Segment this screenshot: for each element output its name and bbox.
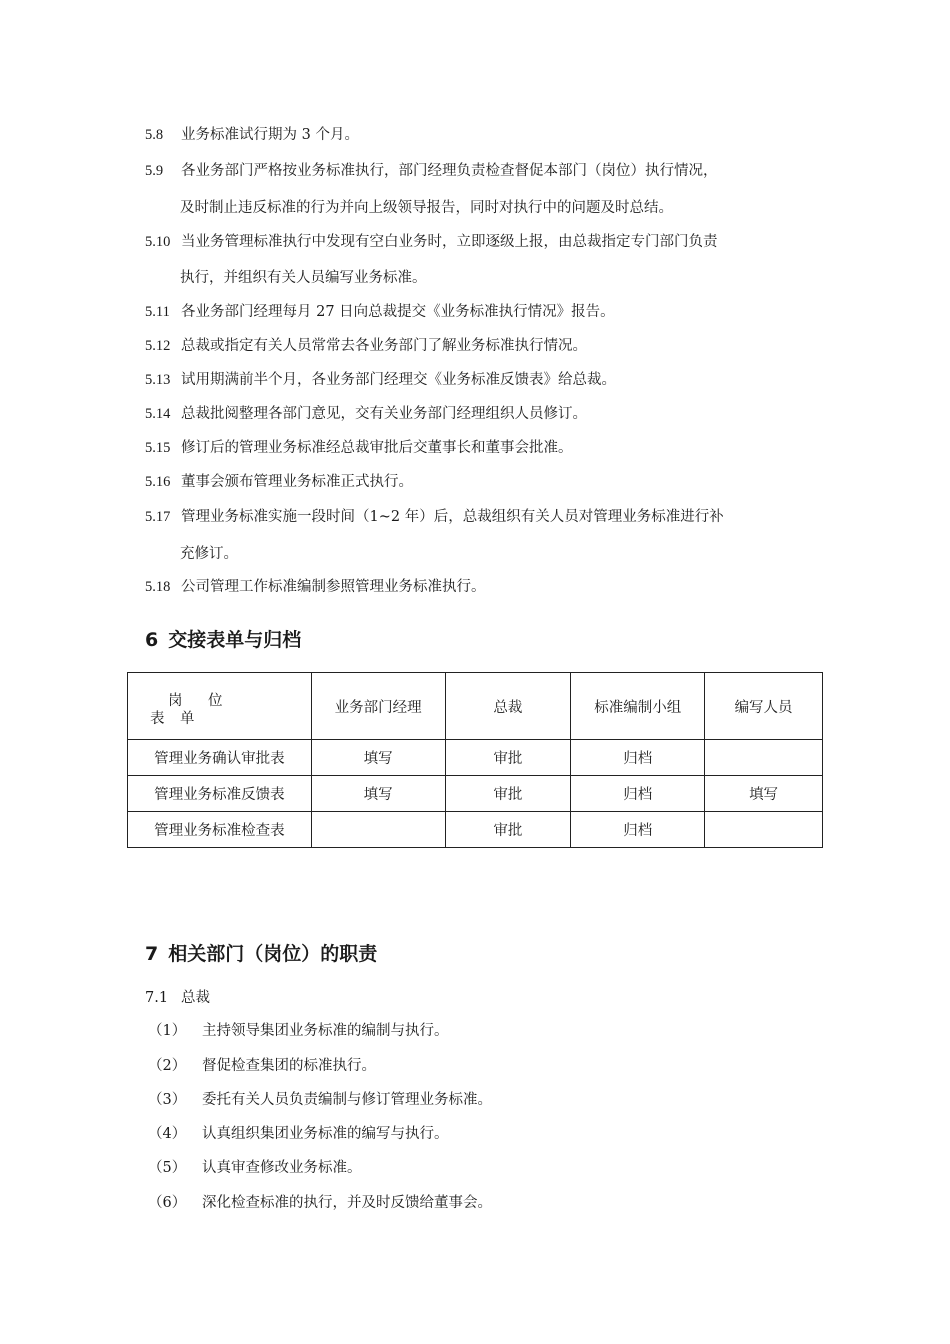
clause-text: 业务标准试行期为 3 个月。 xyxy=(181,127,359,143)
clause-text: 总裁或指定有关人员常常去各业务部门了解业务标准执行情况。 xyxy=(181,338,587,354)
column-header: 标准编制小组 xyxy=(571,673,705,740)
section-title: 交接表单与归档 xyxy=(168,629,302,651)
subsection-label: 总裁 xyxy=(181,990,210,1006)
clause-5-12 xyxy=(145,336,587,356)
corner-label-position-1: 岗 xyxy=(168,693,183,709)
clause-text: 总裁批阅整理各部门意见，交有关业务部门经理组织人员修订。 xyxy=(181,406,587,422)
duty-item xyxy=(148,1124,449,1144)
clause-5-11 xyxy=(145,302,615,322)
clause-5-10-continuation: 执行，并组织有关人员编写业务标准。 xyxy=(180,270,427,286)
section-number: 6 xyxy=(145,629,159,651)
corner-label-position-2: 位 xyxy=(208,693,223,709)
duty-text: 认真组织集团业务标准的编写与执行。 xyxy=(202,1126,449,1142)
duty-item xyxy=(148,1158,362,1178)
form-name-cell: 管理业务确认审批表 xyxy=(128,740,312,776)
subsection-number: 7.1 xyxy=(145,990,169,1006)
clause-5-10 xyxy=(145,232,718,252)
table-cell: 归档 xyxy=(571,776,705,812)
table-cell xyxy=(705,740,823,776)
corner-label-form-2: 单 xyxy=(180,711,195,727)
clause-number: 5.9 xyxy=(145,163,164,179)
clause-5-9-continuation: 及时制止违反标准的行为并向上级领导报告，同时对执行中的问题及时总结。 xyxy=(180,200,673,216)
clause-number: 5.15 xyxy=(145,440,171,456)
form-name-cell: 管理业务标准检查表 xyxy=(128,812,312,848)
table-cell: 填写 xyxy=(311,776,445,812)
column-header: 编写人员 xyxy=(705,673,823,740)
clause-5-18 xyxy=(145,577,486,597)
clause-5-13 xyxy=(145,370,616,390)
column-header: 总裁 xyxy=(445,673,571,740)
clause-text: 董事会颁布管理业务标准正式执行。 xyxy=(181,474,413,490)
duty-item xyxy=(148,1090,492,1110)
clause-5-9 xyxy=(145,161,718,181)
form-name-cell: 管理业务标准反馈表 xyxy=(128,776,312,812)
clause-5-14 xyxy=(145,404,587,424)
duty-text: 督促检查集团的标准执行。 xyxy=(202,1058,376,1074)
table-cell: 归档 xyxy=(571,740,705,776)
table-cell xyxy=(311,812,445,848)
duty-text: 委托有关人员负责编制与修订管理业务标准。 xyxy=(202,1092,492,1108)
table-row xyxy=(128,740,823,776)
duty-item xyxy=(148,1021,449,1041)
clause-number: 5.17 xyxy=(145,509,171,525)
table-row xyxy=(128,776,823,812)
clause-text: 试用期满前半个月，各业务部门经理交《业务标准反馈表》给总裁。 xyxy=(181,372,616,388)
table-cell: 审批 xyxy=(445,740,571,776)
duty-number: （6） xyxy=(148,1195,187,1211)
corner-label-form-1: 表 xyxy=(150,711,165,727)
clause-5-16 xyxy=(145,472,413,492)
table-cell: 填写 xyxy=(311,740,445,776)
clause-5-15 xyxy=(145,438,573,458)
duty-text: 深化检查标准的执行，并及时反馈给董事会。 xyxy=(202,1195,492,1211)
clause-text: 修订后的管理业务标准经总裁审批后交董事长和董事会批准。 xyxy=(181,440,573,456)
clause-text: 公司管理工作标准编制参照管理业务标准执行。 xyxy=(181,579,486,595)
clause-text: 各业务部门严格按业务标准执行，部门经理负责检查督促本部门（岗位）执行情况， xyxy=(181,163,718,179)
clause-number: 5.10 xyxy=(145,234,171,250)
section-7-heading xyxy=(145,941,377,967)
clause-number: 5.16 xyxy=(145,474,171,490)
section-number: 7 xyxy=(145,943,159,965)
clause-number: 5.18 xyxy=(145,579,171,595)
table-cell: 填写 xyxy=(705,776,823,812)
clause-text: 当业务管理标准执行中发现有空白业务时，立即逐级上报，由总裁指定专门部门负责 xyxy=(181,234,718,250)
section-6-heading xyxy=(145,627,301,653)
duty-item xyxy=(148,1193,492,1213)
table-row xyxy=(128,812,823,848)
table-header-row xyxy=(128,673,823,740)
clause-number: 5.13 xyxy=(145,372,171,388)
duty-number: （4） xyxy=(148,1126,187,1142)
duty-number: （2） xyxy=(148,1058,187,1074)
clause-number: 5.8 xyxy=(145,127,164,143)
duty-item xyxy=(148,1056,376,1076)
clause-number: 5.12 xyxy=(145,338,171,354)
clause-text: 各业务部门经理每月 27 日向总裁提交《业务标准执行情况》报告。 xyxy=(181,304,615,320)
duty-number: （3） xyxy=(148,1092,187,1108)
duty-text: 主持领导集团业务标准的编制与执行。 xyxy=(202,1023,449,1039)
table-cell: 审批 xyxy=(445,812,571,848)
duty-number: （1） xyxy=(148,1023,187,1039)
duty-text: 认真审查修改业务标准。 xyxy=(202,1160,362,1176)
table-cell: 归档 xyxy=(571,812,705,848)
clause-5-17-continuation: 充修订。 xyxy=(180,546,238,562)
clause-number: 5.11 xyxy=(145,304,170,320)
handover-forms-table xyxy=(127,672,823,848)
clause-text: 管理业务标准实施一段时间（1~2 年）后，总裁组织有关人员对管理业务标准进行补 xyxy=(181,509,724,525)
clause-5-17 xyxy=(145,507,724,527)
diagonal-corner-header xyxy=(128,673,312,740)
table-cell: 审批 xyxy=(445,776,571,812)
table-cell xyxy=(705,812,823,848)
clause-5-8 xyxy=(145,125,359,145)
column-header: 业务部门经理 xyxy=(311,673,445,740)
clause-number: 5.14 xyxy=(145,406,171,422)
subsection-7-1 xyxy=(145,988,210,1008)
duty-number: （5） xyxy=(148,1160,187,1176)
section-title: 相关部门（岗位）的职责 xyxy=(168,943,378,965)
